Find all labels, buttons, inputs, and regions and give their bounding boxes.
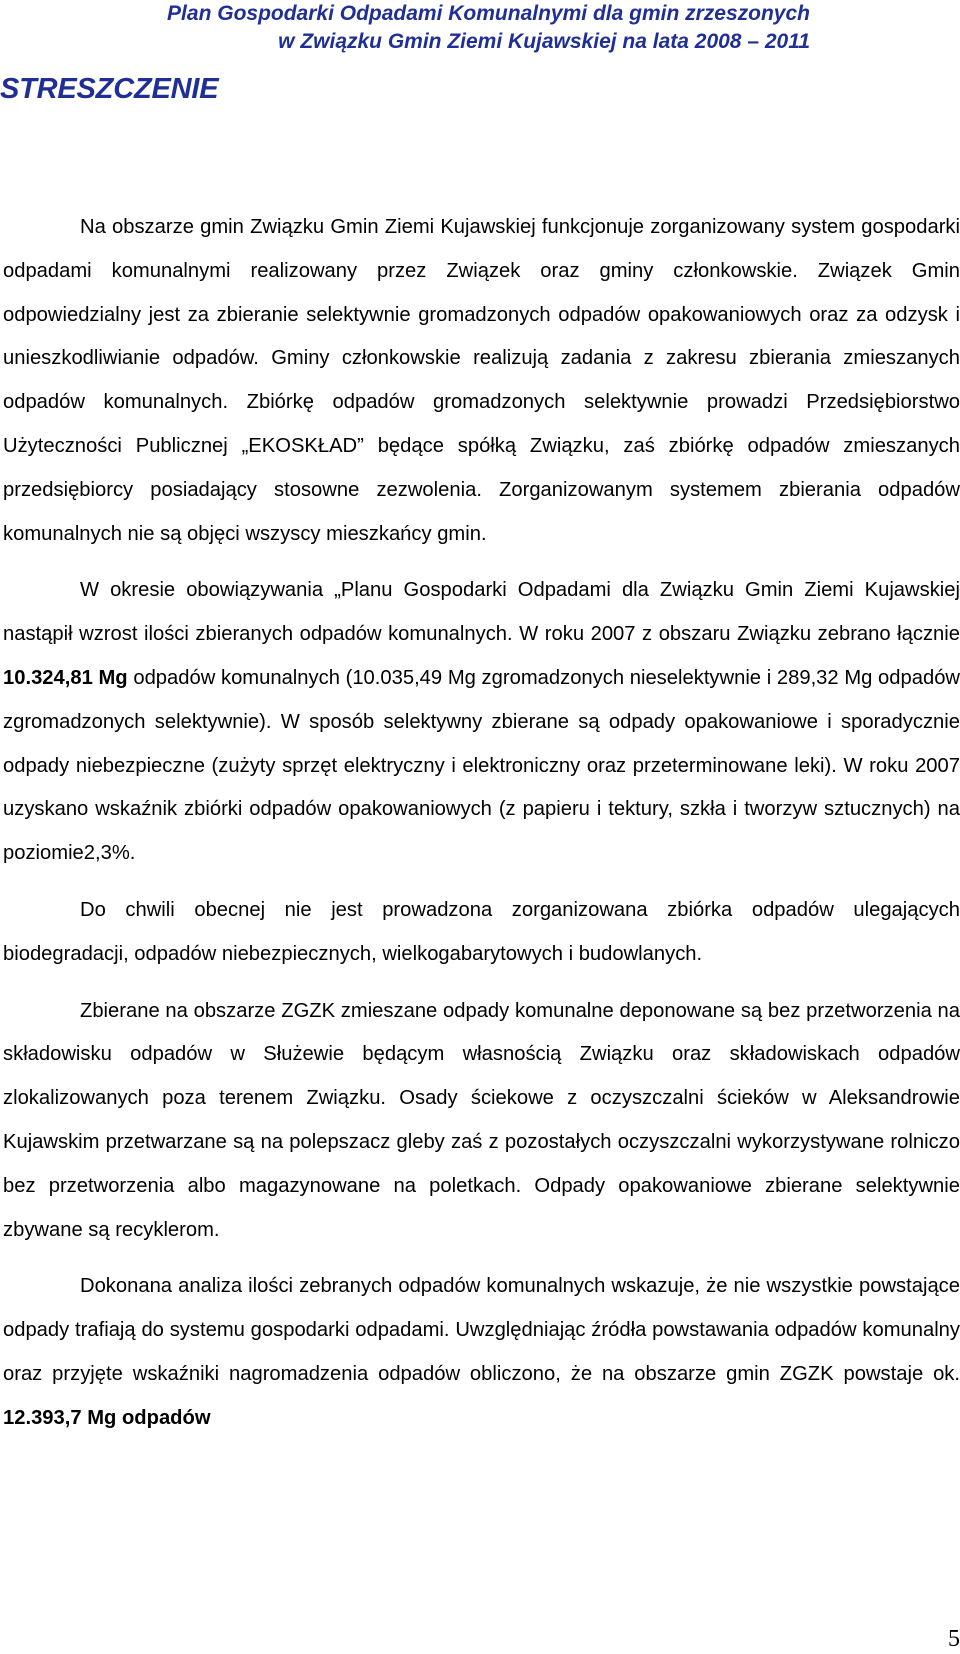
paragraph-4-text: Zbierane na obszarze ZGZK zmieszane odpady komunalne deponowane są bez przetworzenia na składowisku odpadów w Służewie będącym własnością Związku oraz składowiskach odpadów zlokalizowanych poza terenem Związku. Osady ściekowe z oczyszczalni ścieków w Aleksandrowie Kujawskim przetwarzane są na polepszacz gleby zaś z pozostałych oczyszczalni wykorzystywane rolniczo bez przetworzenia albo magazynowane na poletkach. Odpady opakowaniowe zbierane selektywnie zbywane są recyklerom. — [3, 999, 960, 1241]
summary-paragraph-4 — [3, 990, 960, 1253]
summary-paragraph-2 — [3, 569, 960, 876]
generated-waste-amount: 12.393,7 Mg odpadów — [3, 1406, 211, 1429]
summary-paragraph-5 — [3, 1265, 960, 1440]
page-number: 5 — [948, 1626, 960, 1652]
summary-paragraph-1 — [3, 206, 960, 556]
paragraph-2-text-end: odpadów komunalnych (10.035,49 Mg zgromadzonych nieselektywnie i 289,32 Mg odpadów zgromadzonych selektywnie). W sposób selektywny zbierane są odpady opakowaniowe i sporadycznie odpady niebezpieczne (zużyty sprzęt elektryczny i elektroniczny oraz przeterminowane leki). W roku 2007 uzyskano wskaźnik zbiórki odpadów opakowaniowych (z papieru i tektury, szkła i tworzyw sztucznych) na poziomie2,3%. — [3, 666, 960, 865]
running-header-line-1: Plan Gospodarki Odpadami Komunalnymi dla gmin zrzeszonych — [167, 2, 810, 25]
paragraph-5-text: Dokonana analiza ilości zebranych odpadów komunalnych wskazuje, że nie wszystkie powstające odpady trafiają do systemu gospodarki odpadami. Uwzględniając źródła powstawania odpadów komunalny oraz przyjęte wskaźniki nagromadzenia odpadów obliczono, że na obszarze gmin ZGZK powstaje ok. — [3, 1275, 960, 1385]
paragraph-2-text-start: W okresie obowiązywania „Planu Gospodarki Odpadami dla Związku Gmin Ziemi Kujawskiej nastąpił wzrost ilości zbieranych odpadów komunalnych. W roku 2007 z obszaru Związku zebrano łącznie — [3, 579, 960, 646]
summary-paragraph-3 — [3, 889, 960, 977]
running-header-line-2: w Związku Gmin Ziemi Kujawskiej na lata 2008 – 2011 — [278, 30, 810, 53]
summary-body — [3, 206, 960, 1441]
section-title: STRESZCZENIE — [0, 73, 219, 105]
paragraph-1-text: Na obszarze gmin Związku Gmin Ziemi Kujawskiej funkcjonuje zorganizowany system gospodarki odpadami komunalnymi realizowany przez Związek oraz gminy członkowskie. Związek Gmin odpowiedzialny jest za zbieranie selektywnie gromadzonych odpadów opakowaniowych oraz za odzysk i unieszkodliwianie odpadów. Gminy członkowskie realizują zadania z zakresu zbierania zmieszanych odpadów komunalnych. Zbiórkę odpadów gromadzonych selektywnie prowadzi Przedsiębiorstwo Użyteczności Publicznej „EKOSKŁAD” będące spółką Związku, zaś zbiórkę odpadów zmieszanych przedsiębiorcy posiadający stosowne zezwolenia. Zorganizowanym systemem zbierania odpadów komunalnych nie są objęci wszyscy mieszkańcy gmin. — [3, 216, 960, 545]
paragraph-3-text: Do chwili obecnej nie jest prowadzona zorganizowana zbiórka odpadów ulegających biodegradacji, odpadów niebezpiecznych, wielkogabarytowych i budowlanych. — [3, 898, 960, 965]
running-header — [110, 0, 810, 56]
total-waste-amount: 10.324,81 Mg — [3, 666, 128, 689]
